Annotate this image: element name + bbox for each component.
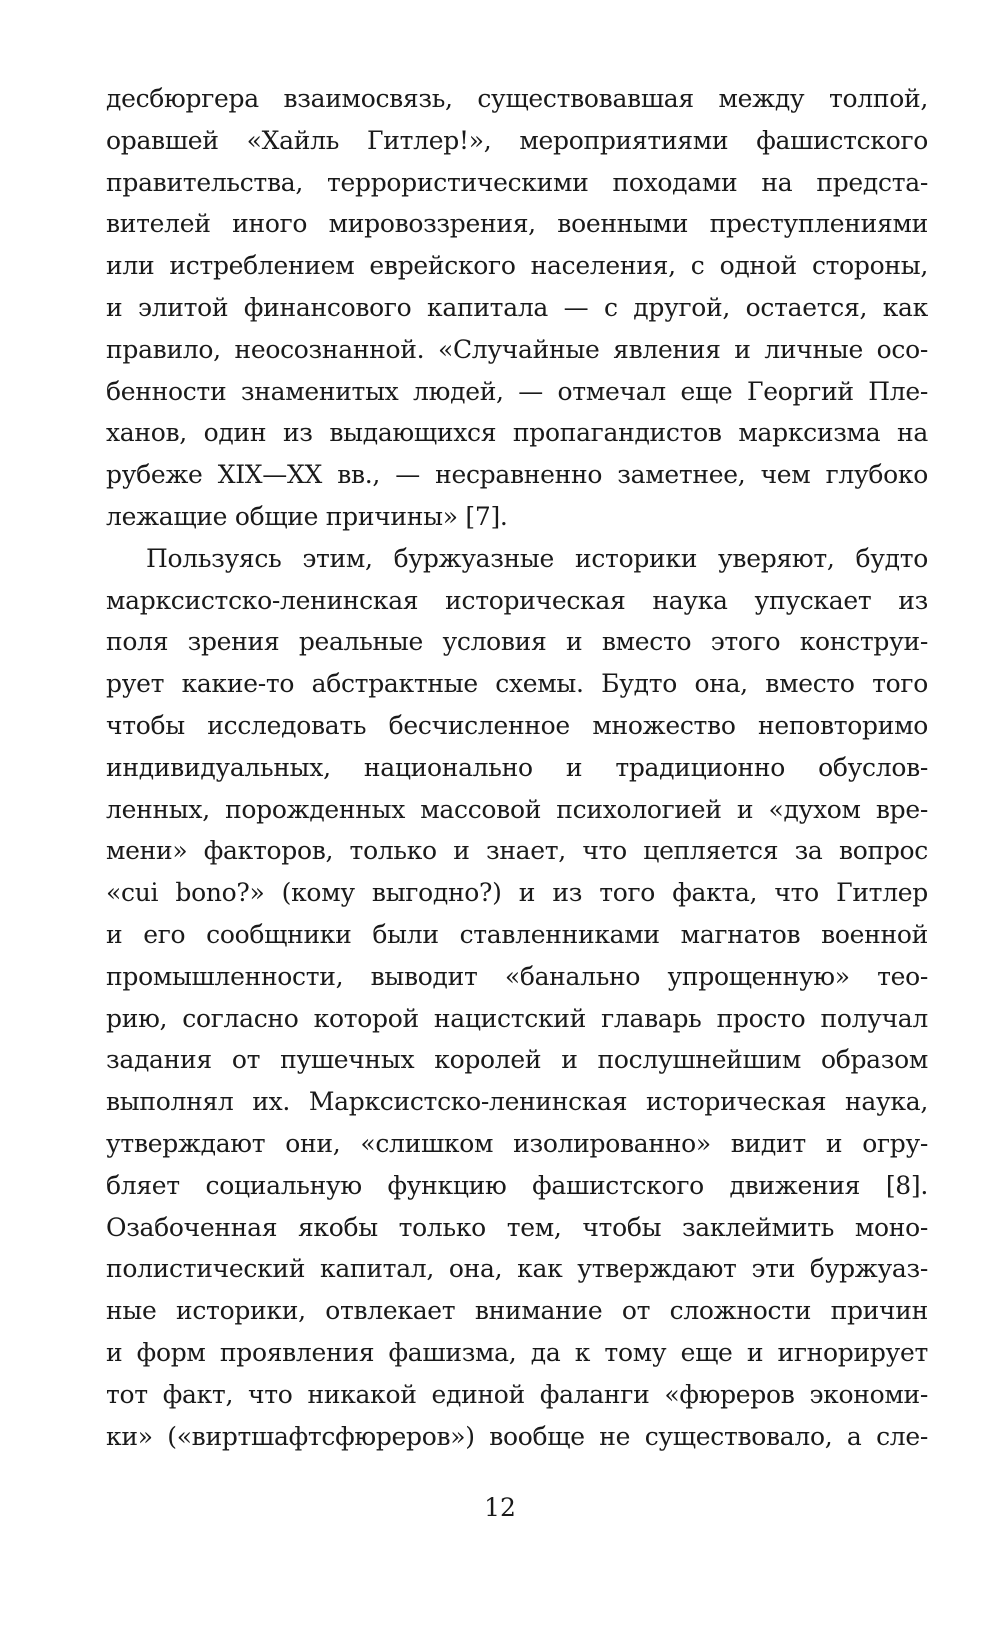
text-line: чтобы исследовать бесчисленное множество неповторимо (106, 710, 928, 740)
text-line: или истреблением еврейского населения, с одной стороны, (106, 251, 928, 281)
text-line: задания от пушечных королей и послушнейшим образом (106, 1045, 928, 1075)
text-line: рует какие-то абстрактные схемы. Будто она, вместо того (106, 669, 928, 699)
text-line: ленных, порожденных массовой психологией и «духом вре- (106, 794, 928, 824)
text-line: Озабоченная якобы только тем, чтобы заклеймить моно- (106, 1212, 928, 1242)
text-line: марксистско-ленинская историческая наука упускает из (106, 585, 928, 615)
text-line: выполнял их. Марксистско-ленинская историческая наука, (106, 1087, 928, 1117)
paragraph-2 (106, 538, 928, 1458)
text-line: Пользуясь этим, буржуазные историки уверяют, будто (146, 543, 928, 573)
text-line: ные историки, отвлекает внимание от сложности причин (106, 1296, 928, 1326)
text-line: мени» факторов, только и знает, что цепляется за вопрос (106, 836, 928, 866)
text-line: лежащие общие причины» [7]. (106, 501, 508, 531)
page-text-block (106, 78, 928, 1457)
text-line: промышленности, выводит «банально упрощенную» тео- (106, 961, 928, 991)
text-line: правительства, террористическими походами на предста- (106, 167, 928, 197)
text-line: ки» («виртшафтсфюреров») вообще не существовало, а сле- (106, 1421, 928, 1451)
text-line: поля зрения реальные условия и вместо этого конструи- (106, 627, 928, 657)
text-line: и форм проявления фашизма, да к тому еще и игнорирует (106, 1337, 928, 1367)
paragraph-1 (106, 78, 928, 538)
text-line: десбюргера взаимосвязь, существовавшая между толпой, (106, 84, 928, 113)
text-line: тот факт, что никакой единой фаланги «фюреров экономи- (106, 1379, 928, 1409)
text-line: и элитой финансового капитала — с другой, остается, как (106, 292, 928, 322)
text-line: рию, согласно которой нацистский главарь просто получал (106, 1003, 928, 1033)
text-line: правило, неосознанной. «Случайные явления и личные осо- (106, 334, 928, 364)
text-line: бенности знаменитых людей, — отмечал еще Георгий Пле- (106, 376, 928, 406)
text-line: вителей иного мировоззрения, военными преступлениями (106, 209, 928, 239)
page-number: 12 (484, 1493, 516, 1522)
text-line: бляет социальную функцию фашистского движения [8]. (106, 1170, 928, 1200)
text-line: индивидуальных, национально и традиционно обуслов- (106, 752, 928, 782)
text-line: утверждают они, «слишком изолированно» видит и огру- (106, 1128, 928, 1158)
text-line: рубеже XIX—XX вв., — несравненно заметнее, чем глубоко (106, 460, 928, 490)
text-line: «cui bono?» (кому выгодно?) и из того факта, что Гитлер (106, 878, 928, 908)
text-line: полистический капитал, она, как утверждают эти буржуаз- (106, 1254, 928, 1284)
text-line: и его сообщники были ставленниками магнатов военной (106, 919, 928, 949)
text-line: оравшей «Хайль Гитлер!», мероприятиями фашистского (106, 125, 928, 155)
text-line: ханов, один из выдающихся пропагандистов марксизма на (106, 418, 928, 448)
